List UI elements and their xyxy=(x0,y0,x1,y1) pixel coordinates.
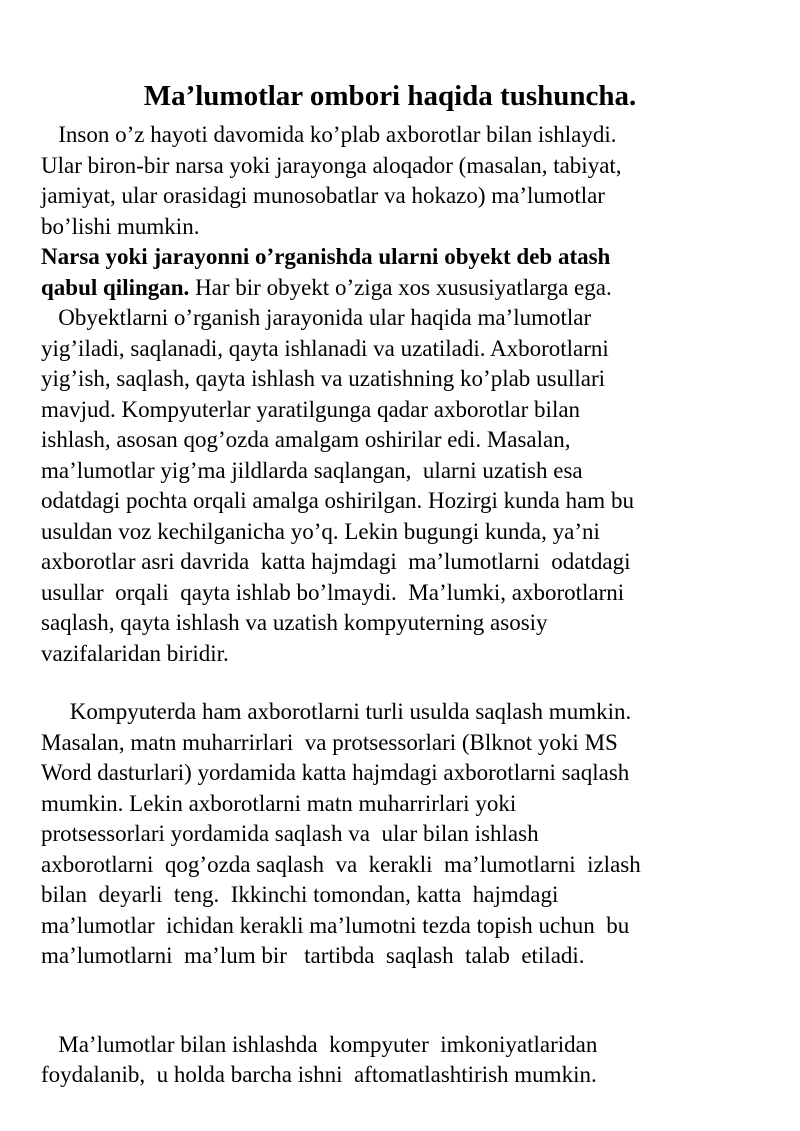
paragraph-automation xyxy=(41,1030,761,1091)
text-line: Inson o’z hayoti davomida ko’plab axborotlar bilan ishlaydi. xyxy=(41,122,617,147)
text-line: foydalanib, u holda barcha ishni aftomatlashtirish mumkin. xyxy=(41,1062,597,1087)
text-line: Obyektlarni o’rganish jarayonida ular haqida ma’lumotlar xyxy=(41,305,592,330)
text-line: Ma’lumotlar bilan ishlashda kompyuter imkoniyatlaridan xyxy=(41,1031,598,1057)
text-line: usullar orqali qayta ishlab bo’lmaydi. Ma’lumki, axborotlarni xyxy=(41,579,625,605)
text-line: usuldan voz kechilganicha yo’q. Lekin bugungi kunda, ya’ni xyxy=(41,518,600,544)
text-line: jamiyat, ular orasidagi munosobatlar va hokazo) ma’lumotlar xyxy=(41,183,605,208)
text-line: bo’lishi mumkin. xyxy=(41,213,200,239)
text-line: saqlash, qayta ishlash va uzatish kompyuterning asosiy xyxy=(41,610,548,635)
text-line: axborotlar asri davrida katta hajmdagi ma’lumotlarni odatdagi xyxy=(41,549,631,574)
text-line: ma’lumotlarni ma’lum bir tartibda saqlash talab etiladi. xyxy=(41,943,585,968)
text-line: yig’iladi, saqlanadi, qayta ishlanadi va uzatiladi. Axborotlarni xyxy=(41,335,609,361)
paragraph-objects xyxy=(41,303,761,669)
text-line: ma’lumotlar yig’ma jildlarda saqlangan, ularni uzatish esa xyxy=(41,457,583,483)
text-line: yig’ish, saqlash, qayta ishlash va uzatishning ko’plab usullari xyxy=(41,366,606,391)
text-line xyxy=(41,273,761,304)
paragraph-computer-storage xyxy=(41,697,761,972)
text-line: vazifalaridan biridir. xyxy=(41,640,229,666)
text-line: Ular biron-bir narsa yoki jarayonga aloqador (masalan, tabiyat, xyxy=(41,152,622,178)
paragraph-spacer xyxy=(41,972,761,1030)
paragraph-intro xyxy=(41,120,761,242)
text-line: bilan deyarli teng. Ikkinchi tomondan, katta hajmdagi xyxy=(41,882,559,907)
text-line: mumkin. Lekin axborotlarni matn muharrirlari yoki xyxy=(41,790,517,816)
text-line: odatdagi pochta orqali amalga oshirilgan. Hozirgi kunda ham bu xyxy=(41,488,634,513)
page-title: Ma’lumotlar ombori haqida tushuncha. xyxy=(143,80,637,112)
bold-text-span: qabul qilingan. xyxy=(41,274,190,300)
text-line: Kompyuterda ham axborotlarni turli usulda saqlash mumkin. xyxy=(41,699,632,724)
text-line: protsessorlari yordamida saqlash va ular bilan ishlash xyxy=(41,821,539,846)
text-line: mavjud. Kompyuterlar yaratilgunga qadar axborotlar bilan xyxy=(41,396,581,422)
text-line: Masalan, matn muharrirlari va protsessorlari (Blknot yoki MS xyxy=(41,729,618,755)
paragraph-definition xyxy=(41,242,761,303)
paragraph-spacer xyxy=(41,669,761,697)
text-line: ishlash, asosan qog’ozda amalgam oshirilar edi. Masalan, xyxy=(41,427,571,452)
text-line: Word dasturlari) yordamida katta hajmdagi axborotlarni saqlash xyxy=(41,760,630,785)
text-line: ma’lumotlar ichidan kerakli ma’lumotni tezda topish uchun bu xyxy=(41,912,630,938)
text-span: Har bir obyekt o’ziga xos xususiyatlarga ega. xyxy=(189,274,612,300)
document-page xyxy=(41,78,761,1091)
bold-text-line: Narsa yoki jarayonni o’rganishda ularni obyekt deb atash xyxy=(41,244,611,269)
text-line: axborotlarni qog’ozda saqlash va kerakli ma’lumotlarni izlash xyxy=(41,851,641,877)
